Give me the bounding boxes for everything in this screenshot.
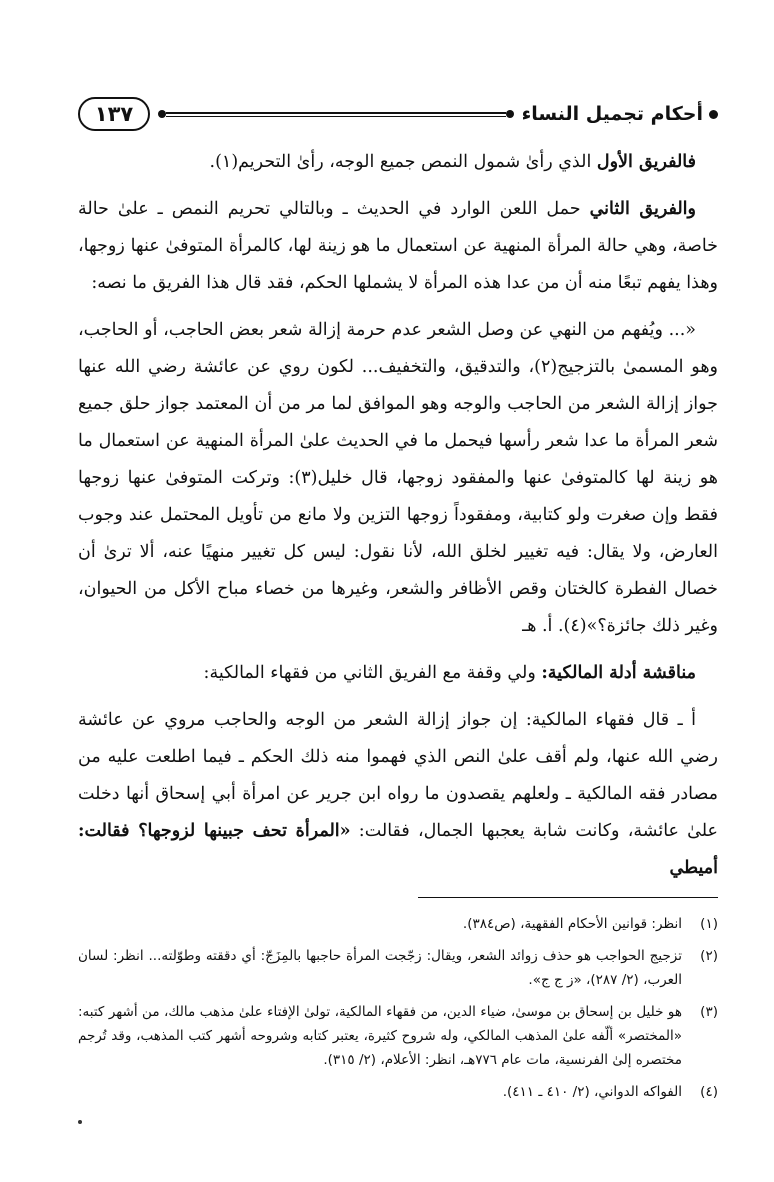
second-group-text: حمل اللعن الوارد في الحديث ـ وبالتالي تحريم النمص ـ علىٰ حالة خاصة، وهي حالة المرأة المنهية عن استعمال ما هو زينة لها، كالمرأة المتوفىٰ عنها زوجها، وهذا يفهم تبعًا منه أن من عدا هذه المرأة لا يشملها الحكم، فقد قال هذا الفريق ما نصه: xyxy=(78,199,718,293)
first-group-text: الذي رأىٰ شمول النمص جميع الوجه، رأىٰ التحريم(١). xyxy=(209,152,597,172)
first-group-lead: فالفريق الأول xyxy=(596,152,696,172)
rule-line xyxy=(166,112,506,117)
footnote-text: تزجيج الحواجب هو حذف زوائد الشعر، ويقال: زجّجت المرأة حاجبها بالمِزَجّ: أي دققته وطوّلته... انظر: لسان العرب، (٢/ ٢٨٧)، «ز ج ج». xyxy=(78,948,682,988)
footnote-separator xyxy=(418,897,718,898)
footnote-number: (٣) xyxy=(700,1004,718,1020)
paragraph-discussion-heading xyxy=(78,655,718,692)
paragraph-first-group xyxy=(78,144,718,181)
footnote xyxy=(78,944,718,992)
footnote-number: (٤) xyxy=(700,1084,718,1100)
paragraph-point-a xyxy=(78,702,718,887)
book-page xyxy=(78,92,718,1112)
footnote-text: انظر: قوانين الأحكام الفقهية، (ص٣٨٤). xyxy=(462,916,682,932)
point-a-tail: «المرأة تحف جبينها لزوجها؟ فقالت: أميطي xyxy=(78,821,718,878)
page-number: ١٣٧ xyxy=(78,97,150,131)
rule-dot-icon xyxy=(158,110,166,118)
footnote-number: (١) xyxy=(700,916,718,932)
quotation-text: «... ويُفهم من النهي عن وصل الشعر عدم حرمة إزالة شعر بعض الحاجب، أو الحاجب، وهو المسمىٰ بالتزجيج(٢)، والتدقيق، والتخفيف... لكون روي عن عائشة رضي الله عنها جواز إزالة الشعر من الحاجب والوجه وهو الموافق لما مر من أن المعتمد جواز حلق جميع شعر المرأة ما عدا شعر رأسها فيحمل ما في الحديث علىٰ المرأة المنهية عن استعمال ما هو زينة لها كالمتوفىٰ عنها والمفقود زوجها، قال خليل(٣): وتركت المتوفىٰ عنها زوجها فقط وإن صغرت ولو كتابية، ومفقوداً زوجها التزين ولا مانع من تأويل المحتمل عند وجوب العارض، ولا يقال: فيه تغيير لخلق الله، لأنا نقول: ليس كل تغيير منهيًا عنه، ألا ترىٰ أن خصال الفطرة كالختان وقص الأظافر والشعر، وغيرها من خصاء مباح الأكل من الحيوان، وغير ذلك جائزة؟»(٤). أ. هـ xyxy=(78,320,718,636)
header-ornament-rule xyxy=(158,107,514,121)
footnote-text: هو خليل بن إسحاق بن موسىٰ، ضياء الدين، من فقهاء المالكية، تولىٰ الإفتاء علىٰ مذهب مالك، من أشهر كتبه: «المختصر» ألّفه علىٰ المذهب المالكي، وله شروح كثيرة، يعتبر كتابه وشروحه أشهر كتب المذهب، وقد تُرجم مختصره إلىٰ الفرنسية، مات عام ٧٧٦هـ، انظر: الأعلام، (٢/ ٣١٥). xyxy=(78,1004,682,1068)
footnote-text: الفواكه الدواني، (٢/ ٤١٠ ـ ٤١١). xyxy=(502,1084,682,1100)
discussion-text: ولي وقفة مع الفريق الثاني من فقهاء المالكية: xyxy=(203,663,542,683)
point-a-text: أ ـ قال فقهاء المالكية: إن جواز إزالة الشعر من الوجه والحاجب مروي عن عائشة رضي الله عنها، ولم أقف علىٰ النص الذي فهموا منه ذلك الحكم ـ فيما اطلعت عليه من مصادر فقه المالكية ـ ولعلهم يقصدون ما رواه ابن جرير عن امرأة أبي إسحاق أنها دخلت علىٰ عائشة، وكانت شابة يعجبها الجمال، فقالت: xyxy=(78,710,718,841)
running-header xyxy=(78,92,718,136)
running-title: أحكام تجميل النساء xyxy=(521,103,703,125)
discussion-lead: مناقشة أدلة المالكية: xyxy=(541,663,696,683)
footnotes xyxy=(78,912,718,1104)
footnote-number: (٢) xyxy=(700,948,718,964)
paragraph-second-group xyxy=(78,191,718,302)
footnote xyxy=(78,1000,718,1072)
footnote xyxy=(78,1080,718,1104)
header-bullet-icon xyxy=(709,110,718,119)
body-text xyxy=(78,144,718,887)
footnote xyxy=(78,912,718,936)
second-group-lead: والفريق الثاني xyxy=(589,199,696,219)
rule-dot-icon xyxy=(506,110,514,118)
paragraph-quotation xyxy=(78,312,718,645)
page-end-dot-icon xyxy=(78,1120,82,1124)
